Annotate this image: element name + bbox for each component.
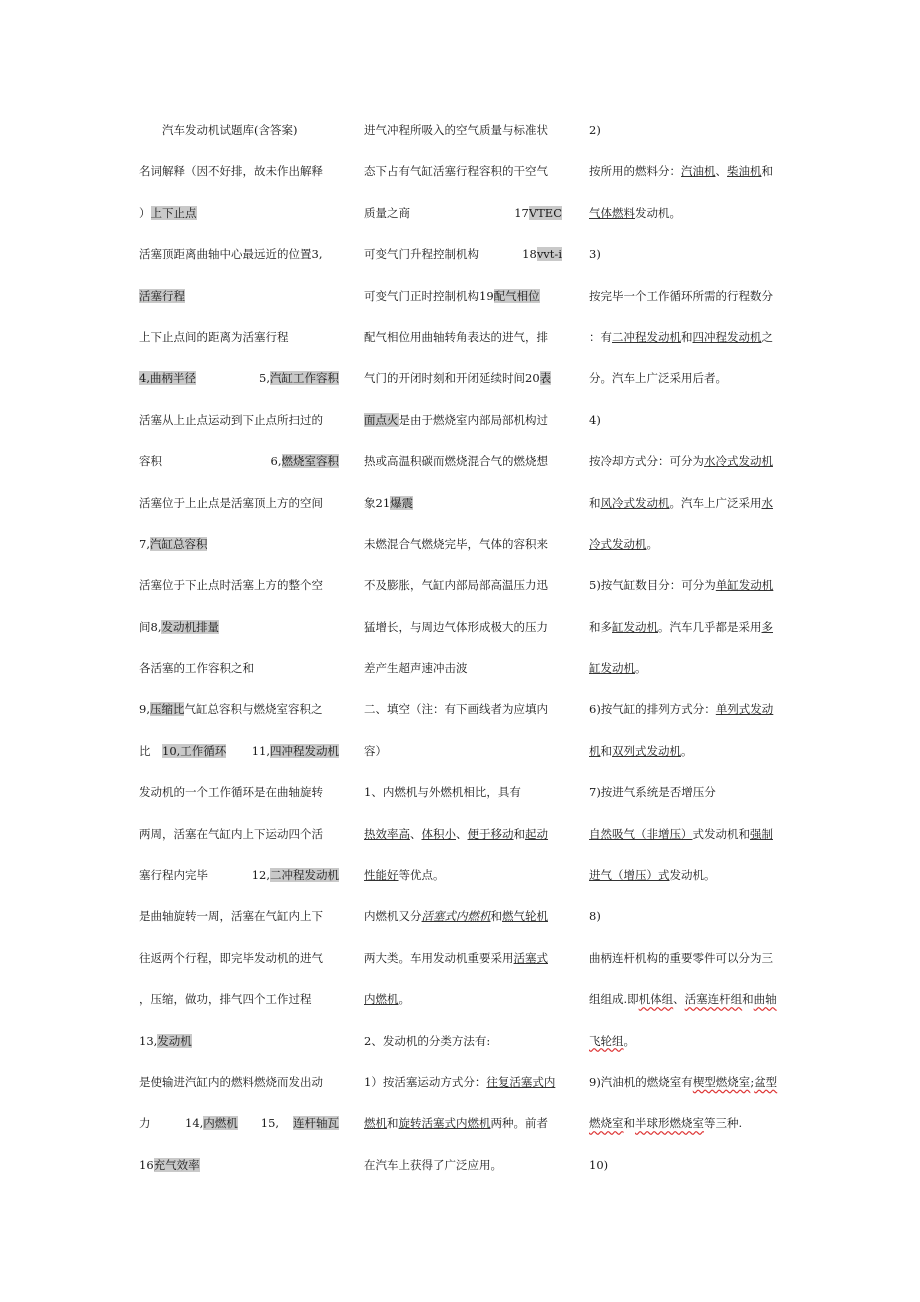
text-run: 6, [270,454,282,469]
answer-blank: 机体组 [638,992,674,1007]
highlighted-term: 充气效率 [153,1157,200,1172]
right-aligned-term [293,1112,339,1134]
text-line [364,1071,562,1112]
text-run: 是使输进汽缸内的燃料燃烧而发出动 [139,1074,323,1089]
text-line [364,1112,562,1153]
text-line [364,864,562,905]
highlighted-term: 二冲程发动机 [270,868,339,883]
text-line [139,657,339,698]
answer-blank: 盆型 [754,1074,778,1089]
text-line [139,574,339,615]
answer-blank: 曲轴 [753,992,777,1007]
text-run: 分。汽车上广泛采用后者。 [589,371,727,386]
highlighted-term: 10,工作循环 [162,743,227,758]
text-line [139,698,339,739]
text-line [589,698,783,739]
text-run: 差产生超声速冲击波 [364,661,468,676]
text-run: 、 [715,164,727,179]
text-run: 4) [589,412,601,427]
text-line [364,657,562,698]
text-run: 象21 [364,495,391,510]
highlighted-term: 发动机 [157,1033,192,1048]
text-line [364,616,562,657]
answer-blank: 性能好 [364,868,399,883]
text-line [589,657,783,698]
text-run: 和 [387,1116,399,1131]
text-line [139,450,339,491]
text-run: 在汽车上获得了广泛应用。 [364,1157,502,1172]
answer-blank: 自然吸气（非增压） [589,826,693,841]
text-run: 两周，活塞在气缸内上下运动四个活 [139,826,323,841]
text-run: 18 [522,247,537,262]
text-run: 活塞从上止点运动到下止点所扫过的 [139,412,323,427]
text-run: 是曲轴旋转一周，活塞在气缸内上下 [139,909,323,924]
highlighted-term: 汽缸总容积 [149,536,208,551]
answer-blank: 飞轮组 [589,1033,624,1048]
answer-blank: 四冲程发动机 [692,329,762,344]
text-line [139,823,339,864]
text-run: 6)按气缸的排列方式分： [589,702,716,717]
answer-blank: 燃气轮机 [502,909,548,924]
right-aligned-term [514,202,562,224]
text-line [589,285,783,326]
text-line [589,823,783,864]
text-line [139,864,339,905]
text-line [589,740,783,781]
text-run: 11, [251,743,270,758]
text-run: 发动机的一个工作循环是在曲轴旋转 [139,785,323,800]
answer-blank: 水 [761,495,773,510]
highlighted-term: 压缩比 [149,702,185,717]
text-run: 是由于燃烧室内部局部机构过 [398,412,548,427]
text-run: 5)按气缸数目分：可分为 [589,578,716,593]
text-run: 。 [635,661,647,676]
text-line [364,698,562,739]
text-run: 、 [456,826,468,841]
text-line [139,160,339,201]
text-line [589,1071,783,1112]
text-line [364,285,562,326]
highlighted-term: 活塞行程 [139,288,185,303]
answer-blank: 半球形燃烧室 [635,1116,704,1131]
text-line [364,450,562,491]
answer-blank: 热效率高 [364,826,410,841]
text-run: ; [750,1074,755,1089]
text-run: 进气冲程所吸入的空气质量与标准状 [364,123,548,137]
text-line [364,202,562,243]
text-run: 汽车发动机试题库(含答案) [139,123,298,137]
answer-blank: 强制 [750,826,773,841]
text-run: 和 [761,164,773,179]
answer-blank: 冷式发动机 [589,536,647,551]
text-run: 质量之商 [364,205,410,220]
text-run: 2、发动机的分类方法有: [364,1033,491,1048]
answer-blank: 活塞式内燃机 [421,909,491,924]
text-line [139,409,339,450]
text-run: 不及膨胀，气缸内部局部高温压力迅 [364,578,548,593]
text-run: 上下止点间的距离为活塞行程 [139,329,289,344]
text-line [364,781,562,822]
text-line [139,740,339,781]
text-line [589,864,783,905]
answer-blank: 起动 [525,826,548,841]
text-column-right [589,119,783,1195]
text-run: 、 [410,826,422,841]
text-run: 态下占有气缸活塞行程容积的干空气 [364,164,548,179]
answer-blank: 风冷式发动机 [600,495,670,510]
text-line [589,450,783,491]
answer-blank: 多 [761,619,773,634]
text-run: 1）按活塞运动方式分： [364,1074,487,1089]
right-aligned-term [522,243,562,265]
text-run: ，压缩，做功，排气四个工作过程 [139,992,312,1007]
highlighted-term: VTEC [528,205,562,220]
text-run: 。汽车上广泛采用 [669,495,762,510]
text-run: 可变气门升程控制机构 [364,247,479,262]
text-run: 塞行程内完毕 [139,868,208,883]
text-line [589,781,783,822]
text-line [139,905,339,946]
text-run: 5, [259,371,270,386]
text-line [589,326,783,367]
answer-blank: 机 [589,743,601,758]
text-line [364,740,562,781]
text-run: ） [139,205,151,220]
text-line [139,1071,339,1112]
text-line [589,574,783,615]
text-line [139,616,339,657]
text-line [589,243,783,284]
text-run: 按所用的燃料分： [589,164,681,179]
text-column-left [139,119,339,1195]
text-run: 比 [139,743,162,758]
answer-blank: 缸发动机 [612,619,658,634]
text-line [364,119,562,160]
text-run: 活塞顶距离曲轴中心最远近的位置3, [139,247,323,262]
text-line [139,202,339,243]
text-line [589,409,783,450]
text-run: 未燃混合气燃烧完毕，气体的容积来 [364,536,548,551]
text-line [139,285,339,326]
text-line [364,947,562,988]
text-run: 曲柄连杆机构的重要零件可以分为三 [589,950,773,965]
text-line [364,409,562,450]
text-line [589,492,783,533]
text-run: 和 [490,909,502,924]
highlighted-term: 发动机排量 [161,619,219,634]
text-run: 活塞位于上止点是活塞顶上方的空间 [139,495,323,510]
text-run: 等三种. [704,1116,743,1131]
text-run: 16 [139,1157,154,1172]
text-run: 两大类。车用发动机重要采用 [364,950,514,965]
text-run: 和 [600,743,612,758]
right-aligned-term [259,367,339,389]
text-run: 二、填空（注：有下画线者为应填内 [364,702,548,717]
text-run: 。 [623,1033,635,1048]
text-line [139,988,339,1029]
right-aligned-term [252,864,339,886]
text-run: 8) [589,909,601,924]
text-run: 和 [513,826,525,841]
answer-blank: 活塞连杆组 [684,992,743,1007]
text-run: 1、内燃机与外燃机相比，具有 [364,785,521,800]
text-line [364,243,562,284]
text-run: 气门的开闭时刻和开闭延续时间20 [364,371,540,386]
answer-blank: 柴油机 [727,164,762,179]
answer-blank: 气体燃料 [589,205,635,220]
text-line [139,533,339,574]
text-run: 和 [623,1116,635,1131]
text-run: 发动机。 [669,868,716,883]
text-line [364,326,562,367]
text-line [139,367,339,408]
text-run: 等优点。 [398,868,445,883]
text-run: 容积 [139,454,162,469]
text-run: 式发动机和 [692,826,750,841]
highlighted-term: 面点火 [364,412,399,427]
text-run: 。 [681,743,693,758]
answer-blank: 汽油机 [681,164,716,179]
text-run: 10) [589,1157,609,1172]
highlighted-term: 爆震 [390,495,414,510]
text-run: 两种。前者 [490,1116,548,1131]
text-line [139,1154,339,1195]
text-line [589,119,783,160]
answer-blank: 进气（增压）式 [589,868,670,883]
answer-blank: 便于移动 [467,826,514,841]
text-line [364,823,562,864]
text-run: 。汽车几乎都是采用 [658,619,762,634]
highlighted-term: 上下止点 [150,205,197,220]
text-run: 热或高温积碳而燃烧混合气的燃烧想 [364,454,548,469]
text-line [589,367,783,408]
text-line [139,947,339,988]
text-line [139,119,339,160]
highlighted-term: 连杆轴瓦 [293,1116,339,1131]
text-run: 间8, [139,619,162,634]
text-line [589,616,783,657]
highlighted-term: vvt-i [536,247,562,262]
answer-blank: 双列式发动机 [612,743,681,758]
text-column-middle [364,119,562,1195]
text-run: 可变气门正时控制机构19 [364,288,494,303]
text-line [589,988,783,1029]
text-run: 和多 [589,619,612,634]
text-run: 猛增长，与周边气体形成极大的压力 [364,619,548,634]
text-run: 名词解释（因不好排，故未作出解释 [139,164,323,179]
text-run: 和 [589,495,601,510]
text-run: ：有 [589,329,612,344]
text-run: 组组成.即 [589,992,639,1007]
highlighted-term: 四冲程发动机 [270,743,339,758]
answer-blank: 旋转活塞式内燃机 [398,1116,491,1131]
answer-blank: 楔型燃烧室 [692,1074,751,1089]
text-run: 和 [681,329,693,344]
right-aligned-term [271,450,339,472]
text-run: 9)汽油机的燃烧室有 [589,1074,693,1089]
text-run: 力 14, [139,1116,204,1131]
answer-blank: 内燃机 [364,992,399,1007]
text-run: 各活塞的工作容积之和 [139,661,254,676]
text-line [364,160,562,201]
text-run: 发动机。 [635,205,681,220]
answer-blank: 燃烧室 [589,1116,624,1131]
text-run: 活塞位于下止点时活塞上方的整个空 [139,578,323,593]
text-line [139,492,339,533]
text-run: 3) [589,247,601,262]
text-line [364,905,562,946]
text-line [364,367,562,408]
text-line [364,1154,562,1195]
text-line [139,243,339,284]
text-line [139,1112,339,1153]
answer-blank: 往复活塞式内 [486,1074,556,1089]
answer-blank: 活塞式 [513,950,548,965]
text-line [589,1154,783,1195]
text-line [364,1030,562,1071]
text-run: 9, [139,702,150,717]
text-run: 12, [251,868,270,883]
text-run: 按冷却方式分：可分为 [589,454,704,469]
text-line [589,1112,783,1153]
answer-blank: 单缸发动机 [715,578,774,593]
highlighted-term: 燃烧室容积 [281,454,339,469]
text-run: 13, [139,1033,158,1048]
text-run: 。 [398,992,410,1007]
text-run: 、 [673,992,685,1007]
answer-blank: 缸发动机 [589,661,635,676]
text-line [589,1030,783,1071]
text-run: 7, [139,536,150,551]
text-line [589,905,783,946]
text-run: 2) [589,123,601,137]
text-run: 15, [237,1116,291,1131]
text-run: 之 [761,329,773,344]
text-run: 容） [364,743,387,758]
text-run: 配气相位用曲轴转角表达的进气，排 [364,329,548,344]
right-aligned-term [252,740,339,762]
answer-blank: 燃机 [364,1116,387,1131]
highlighted-term: 配气相位 [493,288,540,303]
text-line [364,988,562,1029]
text-run: 17 [514,205,529,220]
text-run: 往返两个行程，即完毕发动机的进气 [139,950,323,965]
highlighted-term: 汽缸工作容积 [270,371,339,386]
highlighted-term: 内燃机 [203,1116,238,1131]
text-run: 气缸总容积与燃烧室容积之 [184,702,323,717]
text-run: 和 [742,992,754,1007]
answer-blank: 单列式发动 [715,702,774,717]
text-run: 内燃机又分 [364,909,422,924]
answer-blank: 二冲程发动机 [612,329,681,344]
answer-blank: 体积小 [421,826,456,841]
text-line [589,947,783,988]
text-line [139,326,339,367]
text-run: 7)按进气系统是否增压分 [589,785,716,800]
text-line [364,492,562,533]
text-run: 。 [646,536,658,551]
text-run: 按完毕一个工作循环所需的行程数分 [589,288,773,303]
text-line [139,781,339,822]
answer-blank: 水冷式发动机 [704,454,773,469]
text-line [589,202,783,243]
highlighted-term: 4,曲柄半径 [139,371,196,386]
text-line [139,1030,339,1071]
text-line [589,160,783,201]
highlighted-term: 表 [539,371,552,386]
text-line [589,533,783,574]
text-line [364,533,562,574]
text-line [364,574,562,615]
